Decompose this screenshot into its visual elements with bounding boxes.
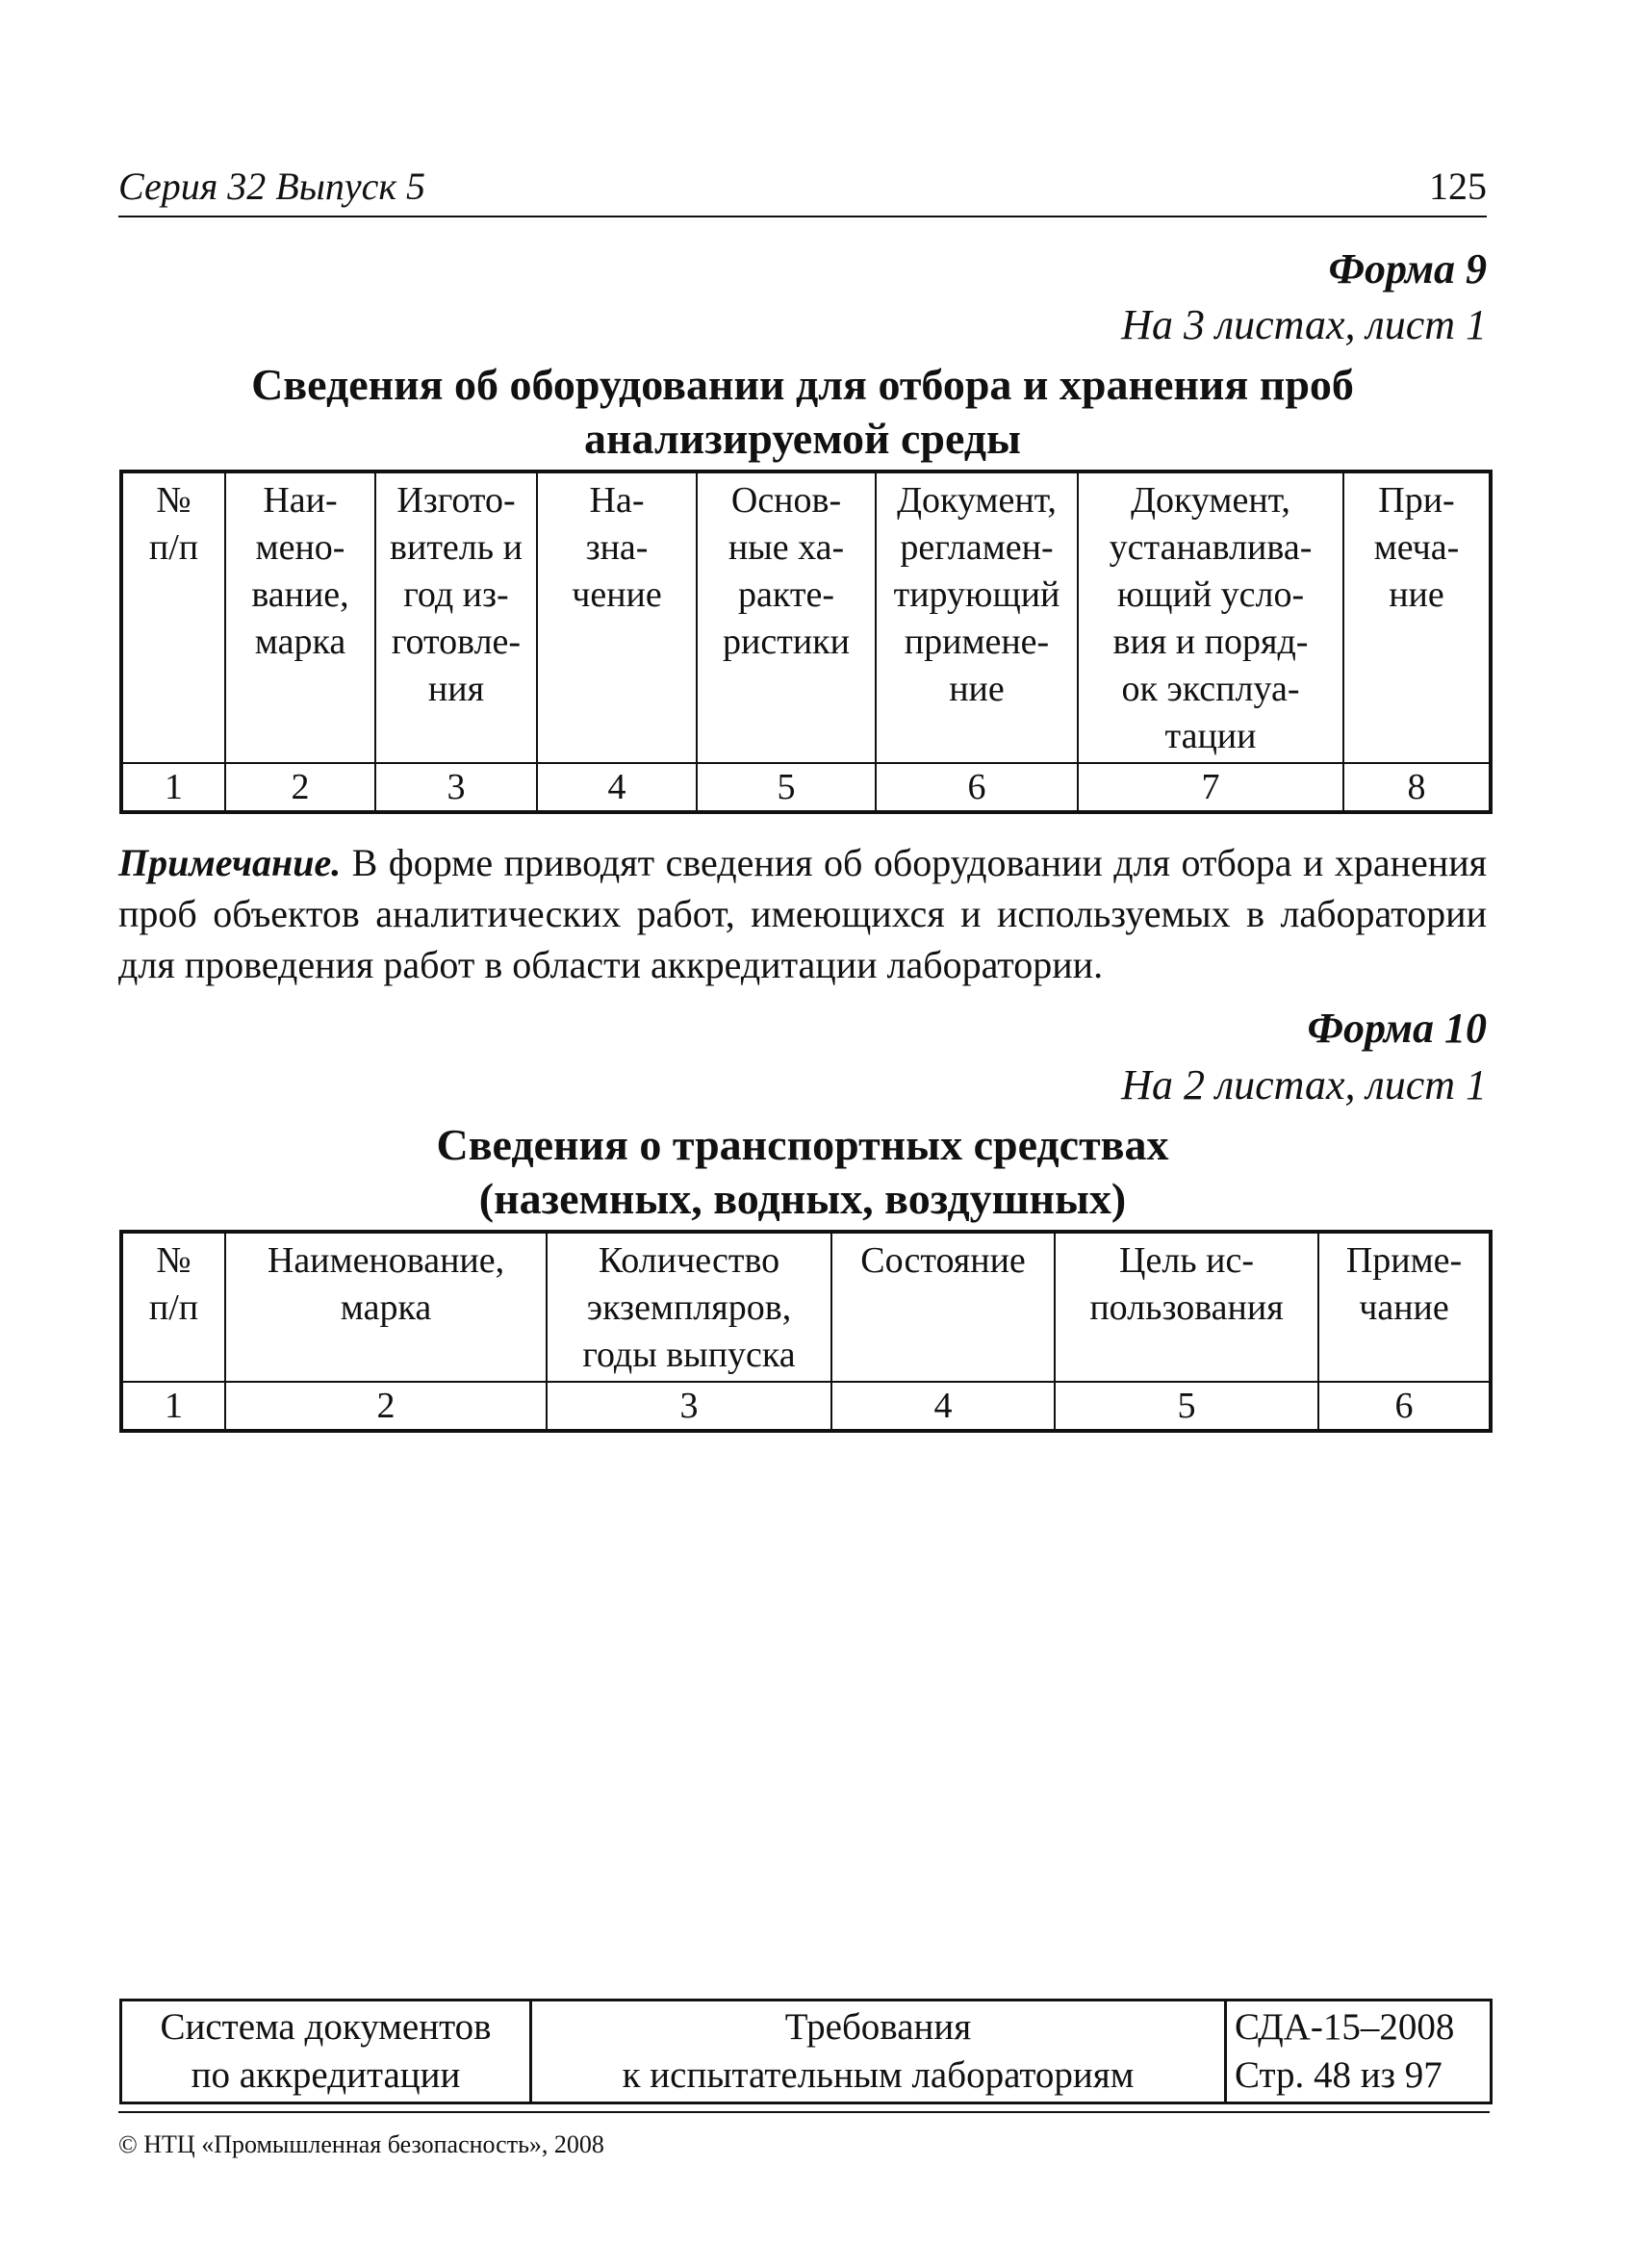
footer-stamp [119, 1999, 1493, 2104]
form10-col-number: 2 [225, 1382, 547, 1431]
form9-col-header: № п/п [121, 471, 225, 763]
form9-header-row [121, 471, 1491, 763]
footer-document-code [1226, 2000, 1492, 2103]
form10-sheets: На 2 листах, лист 1 [1121, 1061, 1487, 1109]
form10-table [119, 1230, 1493, 1433]
footer-divider [118, 2111, 1490, 2113]
footer-doc-id: СДА-15–2008 [1235, 2006, 1455, 2048]
footer-system-line2: по аккредитации [191, 2054, 461, 2096]
footer-page-of: Стр. 48 из 97 [1235, 2054, 1443, 2096]
form10-col-number: 5 [1055, 1382, 1318, 1431]
form9-col-number: 1 [121, 763, 225, 812]
form9-col-header: Документ, устанавлива- ющий усло- вия и поряд- ок эксплуа- тации [1078, 471, 1343, 763]
page-number: 125 [1429, 165, 1487, 208]
form10-col-header: Количество экземпляров, годы выпуска [547, 1232, 831, 1382]
form9-col-number: 6 [876, 763, 1078, 812]
footer-requirements [531, 2000, 1226, 2103]
form9-label: Форма 9 [1328, 245, 1487, 293]
form10-col-header: Наименование, марка [225, 1232, 547, 1382]
form9-title-line2: анализируемой среды [584, 414, 1021, 463]
form9-number-row [121, 763, 1491, 812]
form9-col-header: Основ- ные ха- ракте- ристики [697, 471, 876, 763]
form9-col-number: 7 [1078, 763, 1343, 812]
note-lead: Примечание. [118, 841, 342, 884]
form9-title-line1: Сведения об оборудовании для отбора и хранения проб [251, 360, 1354, 409]
form10-header-row [121, 1232, 1491, 1382]
note-text: В форме приводят сведения об оборудовании для отбора и хранения проб объектов аналитических работ, имеющихся и используемых в лаборатории для проведения работ в области аккредитации лаборатории. [118, 841, 1487, 986]
footer-system-line1: Система документов [160, 2006, 492, 2048]
form10-title-line1: Сведения о транспортных средствах [436, 1120, 1169, 1169]
form9-table [119, 470, 1493, 814]
footer-system [121, 2000, 531, 2103]
form10-col-header: Приме- чание [1318, 1232, 1491, 1382]
form9-col-header: Изгото- витель и год из- готовле- ния [375, 471, 537, 763]
form10-title-line2: (наземных, водных, воздушных) [478, 1174, 1127, 1223]
form10-number-row [121, 1382, 1491, 1431]
form9-col-number: 4 [537, 763, 697, 812]
form10-col-number: 1 [121, 1382, 225, 1431]
form10-label: Форма 10 [1307, 1005, 1487, 1052]
form9-col-header: Наи- мено- вание, марка [225, 471, 375, 763]
form10-col-number: 6 [1318, 1382, 1491, 1431]
running-header-series: Серия 32 Выпуск 5 [118, 165, 426, 208]
form10-col-header: Цель ис- пользования [1055, 1232, 1318, 1382]
footer-requirements-line1: Требования [784, 2006, 972, 2048]
form9-col-header: На- зна- чение [537, 471, 697, 763]
copyright: © НТЦ «Промышленная безопасность», 2008 [118, 2130, 604, 2158]
form10-col-header: Состояние [831, 1232, 1055, 1382]
form9-col-number: 3 [375, 763, 537, 812]
form9-col-number: 5 [697, 763, 876, 812]
form10-col-number: 4 [831, 1382, 1055, 1431]
form9-col-number: 2 [225, 763, 375, 812]
header-divider [118, 216, 1487, 217]
footer-requirements-line2: к испытательным лабораториям [622, 2054, 1135, 2096]
form10-col-header: № п/п [121, 1232, 225, 1382]
form9-sheets: На 3 листах, лист 1 [1121, 301, 1487, 348]
form9-col-number: 8 [1343, 763, 1491, 812]
form9-note [118, 837, 1487, 990]
form10-col-number: 3 [547, 1382, 831, 1431]
form9-col-header: При- меча- ние [1343, 471, 1491, 763]
form9-col-header: Документ, регламен- тирующий примене- ние [876, 471, 1078, 763]
